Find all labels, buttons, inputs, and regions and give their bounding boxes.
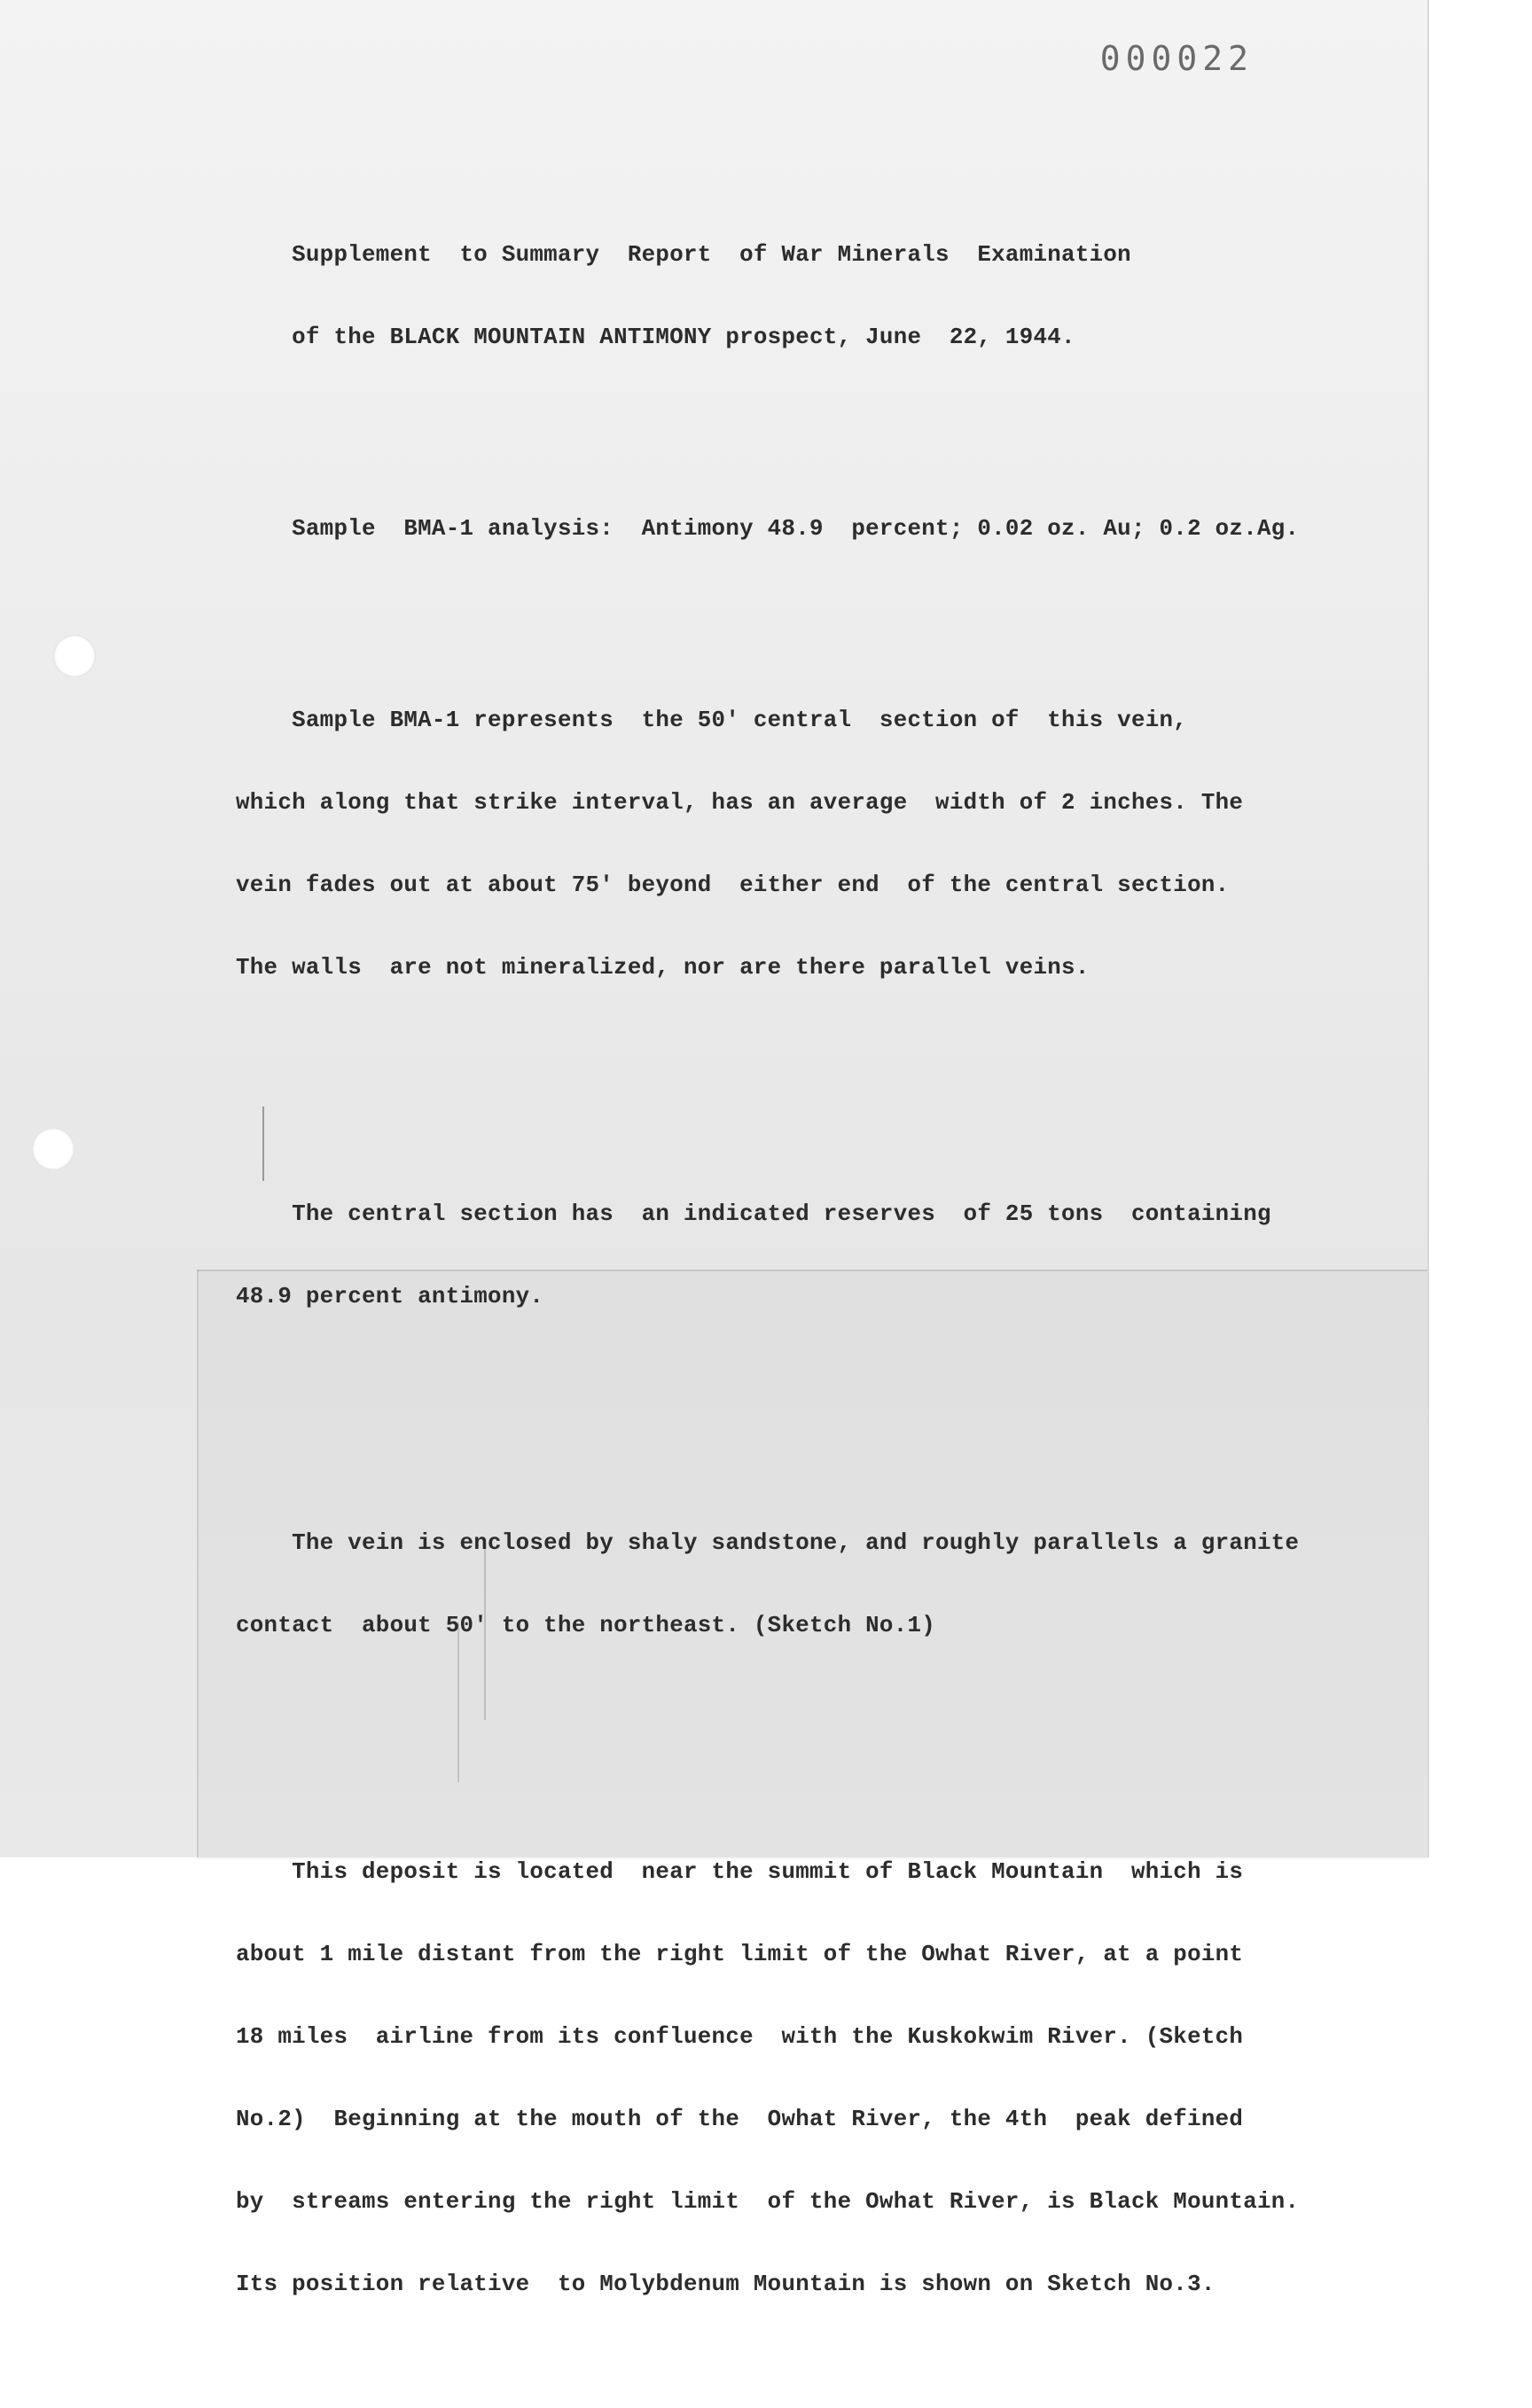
text-line: 18 miles airline from its confluence with the Kuskokwim River. (Sketch (236, 2024, 1244, 2050)
fold-line (197, 1270, 199, 1857)
text-line: The walls are not mineralized, nor are there parallel veins. (236, 955, 1090, 981)
text-line: No.2) Beginning at the mouth of the Owhat River, the 4th peak defined (236, 2107, 1244, 2132)
text-line: which along that strike interval, has an average width of 2 inches. The (236, 790, 1244, 816)
paragraph-enclosure (236, 1474, 1380, 1694)
punch-hole-lower (32, 1128, 74, 1170)
text-line: contact about 50' to the northeast. (Sketch No.1) (236, 1613, 936, 1638)
text-line: about 1 mile distant from the right limit of the Owhat River, at a point (236, 1942, 1244, 1967)
text-line: by streams entering the right limit of the Owhat River, is Black Mountain. (236, 2189, 1300, 2215)
text-line: The central section has an indicated reserves of 25 tons containing (236, 1201, 1271, 1227)
heading-line-2: of the BLACK MOUNTAIN ANTIMONY prospect, June 22, 1944. (236, 324, 1075, 350)
text-line: 48.9 percent antimony. (236, 1284, 544, 1310)
punch-hole-upper (53, 635, 96, 677)
report-heading (236, 186, 1380, 406)
text-line: Its position relative to Molybdenum Mountain is shown on Sketch No.3. (236, 2271, 1215, 2297)
text-line: vein fades out at about 75' beyond either end of the central section. (236, 872, 1230, 898)
text-line: Sample BMA-1 represents the 50' central section of this vein, (236, 708, 1188, 733)
typed-report-body (236, 131, 1380, 2408)
text-line: The vein is enclosed by shaly sandstone, and roughly parallels a granite (236, 1530, 1300, 1556)
paragraph-reserves (236, 1145, 1380, 1365)
sample-analysis-line: Sample BMA-1 analysis: Antimony 48.9 percent; 0.02 oz. Au; 0.2 oz.Ag. (236, 516, 1300, 542)
heading-line-1: Supplement to Summary Report of War Minerals Examination (236, 242, 1131, 268)
paragraph-vein-description (236, 652, 1380, 1036)
text-line: This deposit is located near the summit of Black Mountain which is (236, 1859, 1244, 1885)
paragraph-location (236, 1803, 1380, 2353)
document-number: 000022 (1099, 39, 1254, 78)
